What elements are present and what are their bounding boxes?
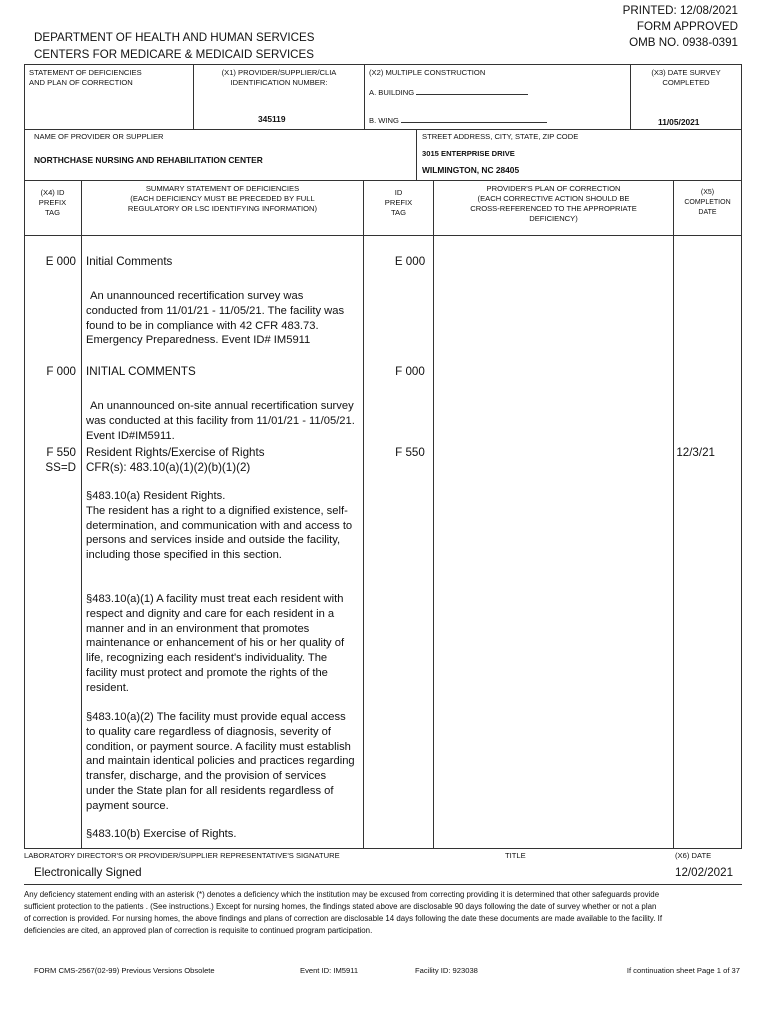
disclaimer-text: Any deficiency statement ending with an asterisk (*) denotes a deficiency which the institution may be excused from correcting providing it is determined that other safeguards provide sufficient protection to the patients . (See instructions.) Except for nursing homes, the findings stated above are disclosable 90 days following the date of survey whether or not a plan of correction is provided. For nursing homes, the above findings and plans of correction are disclosable 14 days following the date these documents are made available to the facility. If deficiencies are cited, an approved plan of correction is requisite to continued program participation. xyxy=(24,890,663,935)
e000-prefix: E 000 xyxy=(45,255,76,268)
f000-prefix: F 000 xyxy=(46,365,76,378)
x5-header: (X5) COMPLETION DATE xyxy=(684,189,731,216)
signature-label: LABORATORY DIRECTOR'S OR PROVIDER/SUPPLIER REPRESENTATIVE'S SIGNATURE xyxy=(24,851,340,860)
printed-date: PRINTED: 12/08/2021 xyxy=(622,4,738,17)
statement-label: STATEMENT OF DEFICIENCIES AND PLAN OF CORRECTION xyxy=(29,68,142,87)
building-field: A. BUILDING xyxy=(369,86,528,98)
f000-title: INITIAL COMMENTS xyxy=(86,365,196,378)
page-number: If continuation sheet Page 1 of 37 xyxy=(626,966,740,975)
f000-comment: An unannounced on-site annual recertification survey was conducted at this facility from 11/01/21 - 11/05/21. Event ID#IM5911. xyxy=(86,400,355,442)
agency-name: CENTERS FOR MEDICARE & MEDICAID SERVICES xyxy=(34,48,315,61)
f550-prefix: F 550 xyxy=(46,446,76,459)
facility-id: Facility ID: 923038 xyxy=(415,966,478,975)
plan-header: PROVIDER'S PLAN OF CORRECTION (EACH CORRECTIVE ACTION SHOULD BE CROSS-REFERENCED TO THE APPROPRIATE DEFICIENCY) xyxy=(470,184,637,223)
title-label: TITLE xyxy=(505,851,526,860)
signature-value: Electronically Signed xyxy=(34,866,142,879)
street-address: 3015 ENTERPRISE DRIVE xyxy=(422,149,515,158)
f550-id: F 550 xyxy=(395,446,425,459)
f550-completion-date: 12/3/21 xyxy=(676,446,715,459)
department-name: DEPARTMENT OF HEALTH AND HUMAN SERVICES xyxy=(34,31,315,44)
e000-comment: An unannounced recertification survey was conducted from 11/01/21 - 11/05/21. The facility was found to be in compliance with 42 CFR 483.73. Emergency Preparedness. Event ID# IM5911 xyxy=(86,290,345,347)
id-header: ID PREFIX TAG xyxy=(384,188,413,217)
f550-paragraph-3: §483.10(a)(2) The facility must provide equal access to quality care regardless of diagnosis, severity of condition, or payment source. A facility must establish and maintain identical policies and practices regarding transfer, discharge, and the provision of services under the State plan for all residents regardless of payment source. xyxy=(86,711,355,812)
x1-label: (X1) PROVIDER/SUPPLIER/CLIA IDENTIFICATION NUMBER: xyxy=(221,68,337,87)
survey-completed-date: 11/05/2021 xyxy=(658,117,700,127)
city-state-zip: WILMINGTON, NC 28405 xyxy=(422,165,520,175)
x3-label: (X3) DATE SURVEY COMPLETED xyxy=(651,68,721,87)
summary-header: SUMMARY STATEMENT OF DEFICIENCIES (EACH DEFICIENCY MUST BE PRECEDED BY FULL REGULATORY OR LSC IDENTIFYING INFORMATION) xyxy=(127,184,318,213)
x4-header: (X4) ID PREFIX TAG xyxy=(38,188,67,217)
f550-title: Resident Rights/Exercise of Rights xyxy=(86,446,265,459)
form-approved: FORM APPROVED xyxy=(636,20,738,33)
form-number: FORM CMS-2567(02-99) Previous Versions Obsolete xyxy=(34,966,215,975)
f550-scope-severity: SS=D xyxy=(45,461,76,474)
provider-name: NORTHCHASE NURSING AND REHABILITATION CENTER xyxy=(34,155,263,165)
f550-paragraph-4: §483.10(b) Exercise of Rights. xyxy=(86,828,237,840)
provider-name-label: NAME OF PROVIDER OR SUPPLIER xyxy=(34,132,164,141)
signature-date: 12/02/2021 xyxy=(675,866,734,879)
date-label: (X6) DATE xyxy=(675,851,712,860)
address-label: STREET ADDRESS, CITY, STATE, ZIP CODE xyxy=(422,132,579,141)
x2-label: (X2) MULTIPLE CONSTRUCTION xyxy=(369,68,486,77)
e000-id: E 000 xyxy=(394,255,426,268)
wing-field: B. WING xyxy=(369,114,547,126)
f550-paragraph-1: §483.10(a) Resident Rights. The resident has a right to a dignified existence, self-determination, and communication with and access to persons and services inside and outside the facility, including those specified in this section. xyxy=(86,490,353,562)
f550-paragraph-2: §483.10(a)(1) A facility must treat each resident with respect and dignity and care for each resident in a manner and in an environment that promotes maintenance or enhancement of his or her quality of life, recognizing each resident's individuality. The facility must protect and promote the rights of the resident. xyxy=(86,593,345,694)
omb-number: OMB NO. 0938-0391 xyxy=(629,36,738,49)
f000-id: F 000 xyxy=(395,365,425,378)
provider-id: 345119 xyxy=(258,114,286,124)
e000-title: Initial Comments xyxy=(86,255,173,268)
f550-cfr: CFR(s): 483.10(a)(1)(2)(b)(1)(2) xyxy=(86,461,251,474)
event-id: Event ID: IM5911 xyxy=(300,966,359,975)
